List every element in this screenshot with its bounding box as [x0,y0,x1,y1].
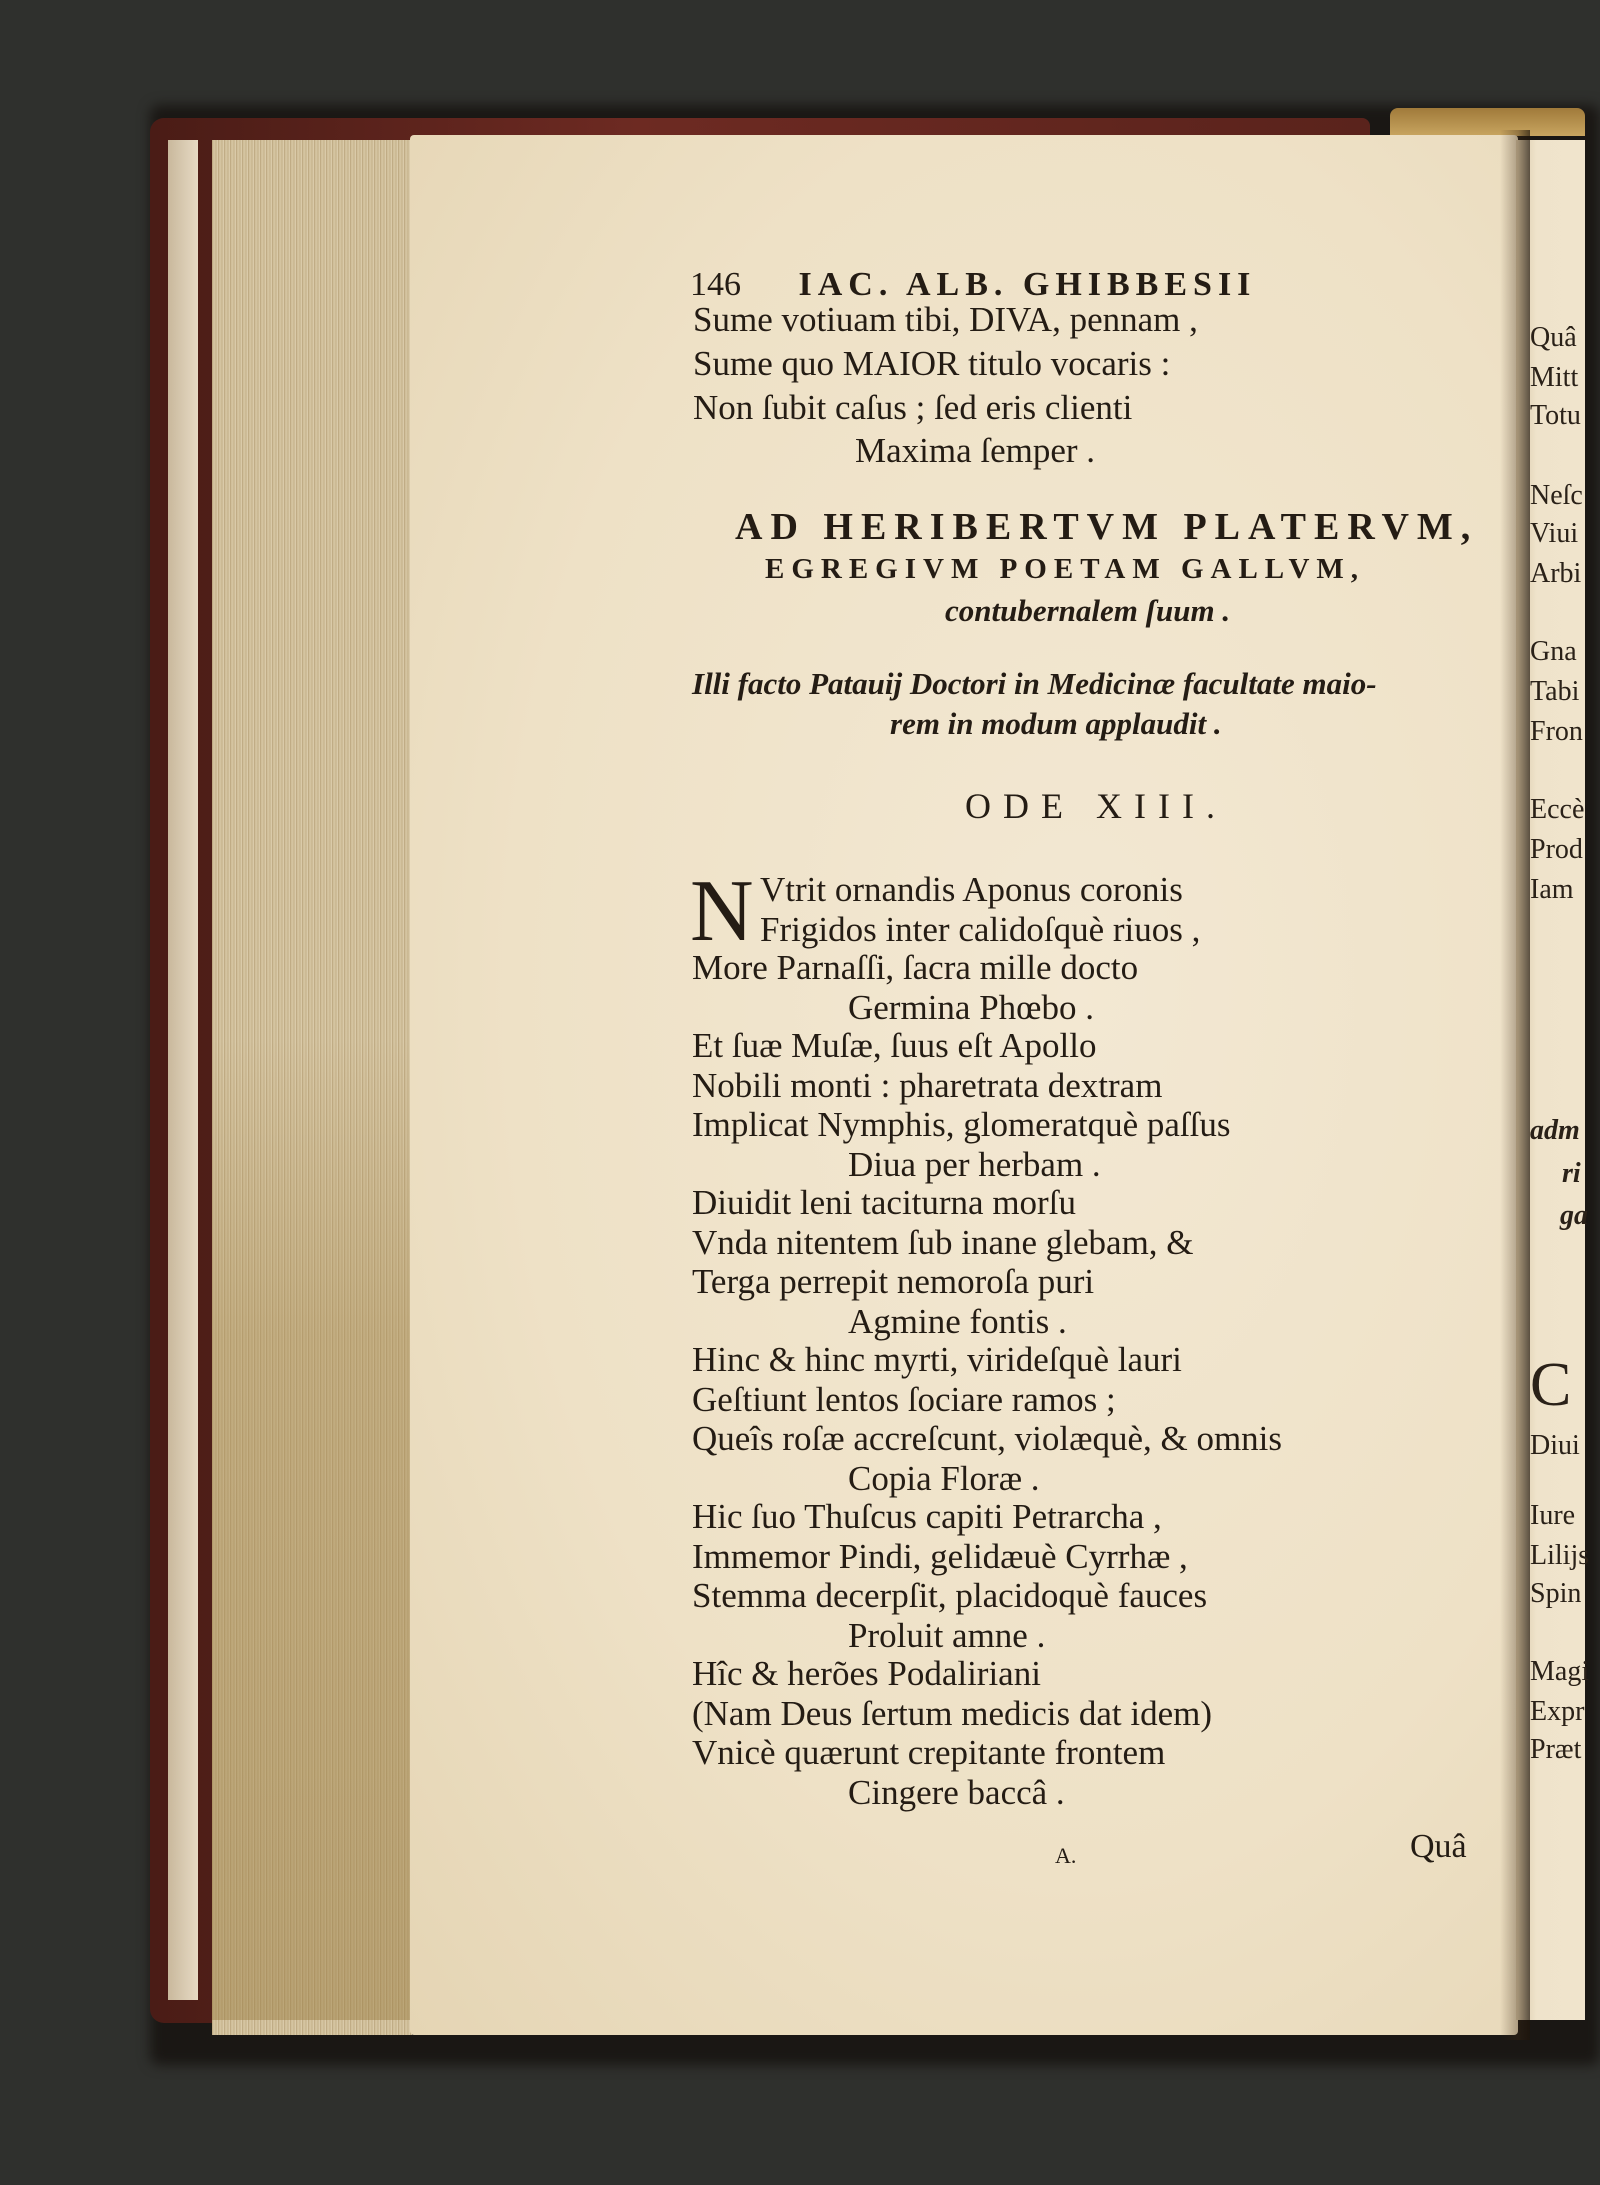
verse-line: Copia Floræ . [848,1459,1040,1498]
facing-fragment: Diui [1530,1430,1580,1461]
verse-line: Queîs roſæ accreſcunt, violæquè, & omnis [692,1419,1283,1458]
catchword: Quâ [1410,1828,1467,1865]
verse-line: Frigidos inter calidoſquè riuos , [760,910,1201,949]
facing-fragment: Mitt [1530,362,1579,393]
headband [1390,108,1585,136]
verse-line: Geſtiunt lentos ſociare ramos ; [692,1380,1116,1419]
verse-line: Nobili monti : pharetrata dextram [692,1066,1163,1105]
facing-fragment: Præt [1530,1734,1582,1765]
verse-line: Hic ſuo Thuſcus capiti Petrarcha , [692,1497,1162,1536]
facing-fragment: Lilijs [1530,1540,1590,1571]
argument-line-2: rem in modum applaudit . [890,706,1222,741]
verse-line: Agmine fontis . [848,1302,1067,1341]
facing-fragment: ri [1562,1158,1581,1189]
stanza-line: Sume votiuam tibi, DIVA, pennam , [693,300,1198,339]
running-header [690,268,1256,302]
gutter-shadow [1500,130,1530,2040]
stanza-line: Maxima ſemper . [855,431,1096,470]
verse-line: Hîc & herões Podaliriani [692,1654,1041,1693]
verse-line: Immemor Pindi, gelidæuè Cyrrhæ , [692,1537,1188,1576]
facing-fragment: ga [1560,1200,1588,1231]
verse-line: Diuidit leni taciturna morſu [692,1183,1076,1222]
facing-fragment: Magi [1530,1656,1590,1687]
verse-line: Vtrit ornandis Aponus coronis [760,870,1183,909]
facing-fragment: Fron [1530,716,1583,747]
verse-line: Vnda nitentem ſub inane glebam, & [692,1223,1194,1262]
cover-board-edge [168,140,198,2000]
verse-line: Germina Phœbo . [848,988,1094,1027]
running-title: IAC. ALB. GHIBBESII [798,266,1257,303]
facing-fragment: adm [1530,1115,1580,1146]
signature-mark: A. [1055,1843,1077,1868]
verse-line: Stemma decerpſit, placidoquè fauces [692,1576,1208,1615]
verse-line: Implicat Nymphis, glomeratquè paſſus [692,1105,1231,1144]
verse-line: Et ſuæ Muſæ, ſuus eſt Apollo [692,1026,1097,1065]
argument-line-1: Illi facto Patauij Doctori in Medicinæ facultate maio- [692,666,1377,701]
facing-fragment: Eccè [1530,794,1585,825]
ode-title: ODE XIII. [965,786,1227,826]
facing-fragment: Neſc [1530,480,1583,511]
stanza-line: Sume quo MAIOR titulo vocaris : [693,344,1171,383]
verse-line: Hinc & hinc myrti, virideſquè lauri [692,1340,1182,1379]
facing-fragment: Iure [1530,1500,1576,1531]
stanza-line: Non ſubit caſus ; ſed eris clienti [693,388,1133,427]
dedication-line-1: AD HERIBERTVM PLATERVM, [735,506,1479,548]
water-stain [212,1040,412,2020]
verse-line: Vnicè quærunt crepitante frontem [692,1733,1166,1772]
page-number: 146 [690,266,741,303]
facing-fragment: C [1530,1351,1572,1419]
page-block-edges [212,140,412,2035]
facing-fragment: Tabi [1530,676,1580,707]
facing-fragment: Viui [1530,518,1579,549]
verse-line: (Nam Deus ſertum medicis dat idem) [692,1694,1212,1733]
dedication-line-3: contubernalem ſuum . [945,593,1231,628]
verse-line: Cingere baccâ . [848,1773,1065,1812]
facing-fragment: Iam [1530,874,1574,905]
facing-fragment: Expr [1530,1696,1585,1727]
verse-line: More Parnaſſi, ſacra mille docto [692,948,1139,987]
verse-line: Diua per herbam . [848,1145,1101,1184]
facing-fragment: Spin [1530,1578,1582,1609]
facing-fragment: Prod [1530,834,1583,865]
facing-fragment: Arbi [1530,558,1582,589]
drop-capital: N [690,863,754,960]
facing-fragment: Totu [1530,400,1581,431]
facing-fragment: Gna [1530,636,1577,667]
verse-line: Terga perrepit nemoroſa puri [692,1262,1095,1301]
verse-line: Proluit amne . [848,1616,1046,1655]
facing-fragment: Quâ [1530,322,1577,353]
dedication-line-2: EGREGIVM POETAM GALLVM, [765,553,1366,585]
